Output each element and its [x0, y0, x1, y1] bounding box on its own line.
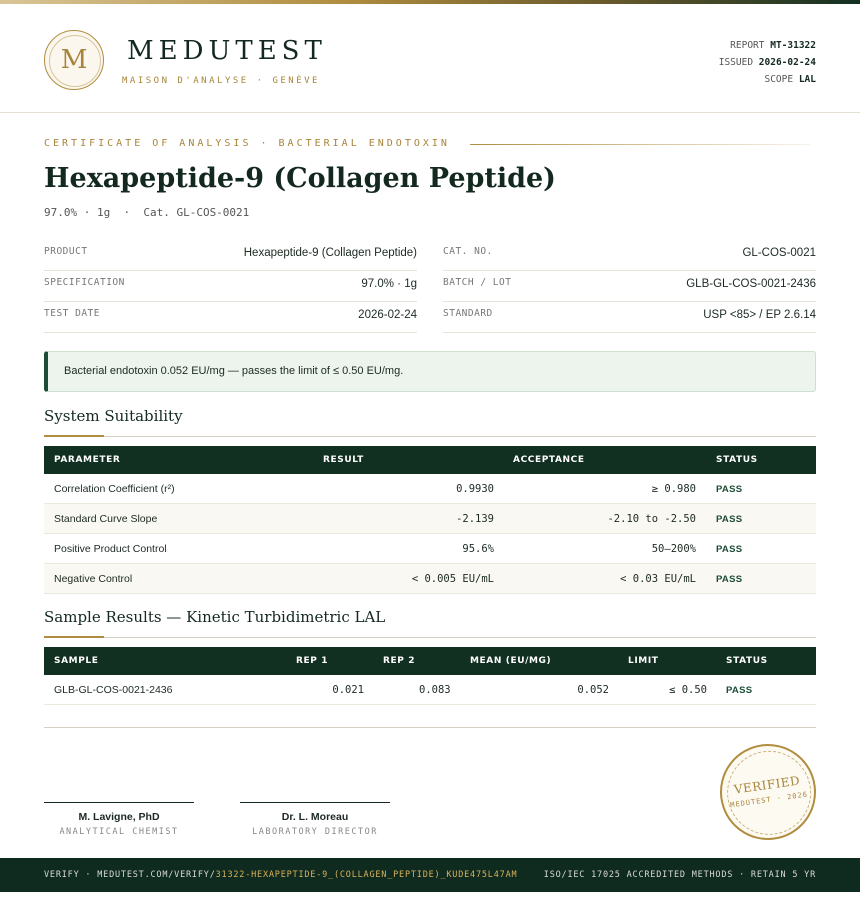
report-number: REPORT MT-31322	[730, 40, 816, 51]
column-header: PARAMETER	[54, 455, 121, 465]
acceptance-cell: ≥ 0.980	[651, 483, 696, 495]
column-header: RESULT	[323, 455, 364, 465]
status-badge: PASS	[726, 685, 753, 696]
logo-letter: M	[60, 45, 88, 75]
report-footer	[0, 858, 860, 892]
result-notice	[44, 351, 816, 392]
kicker-rule	[470, 144, 810, 145]
result-cell: < 0.005 EU/mL	[411, 573, 494, 585]
info-grid-right	[443, 240, 816, 333]
status-badge: PASS	[716, 514, 743, 525]
info-value: GL-COS-0021	[742, 247, 816, 259]
verify-code: 31322-HEXAPEPTIDE-9_(COLLAGEN_PEPTIDE)_KUDE475L47AM	[215, 870, 518, 880]
column-header: REP 2	[383, 656, 416, 666]
info-row-product	[44, 240, 417, 271]
heading-underline	[44, 435, 104, 437]
info-row-specification	[44, 271, 417, 302]
status-badge: PASS	[716, 574, 743, 585]
accreditation-note: ISO/IEC 17025 ACCREDITED METHODS · RETAIN 5 YR	[543, 870, 816, 880]
report-header	[0, 4, 860, 113]
info-label: PRODUCT	[44, 246, 88, 257]
info-value: 97.0% · 1g	[361, 278, 417, 290]
suitability-table	[44, 446, 816, 594]
parameter-cell: Negative Control	[54, 573, 133, 585]
product-title: Hexapeptide-9 (Collagen Peptide)	[44, 163, 556, 194]
column-header: MEAN (EU/MG)	[470, 656, 552, 666]
rep2-cell: 0.083	[419, 684, 451, 696]
info-label: CAT. NO.	[443, 246, 493, 257]
result-cell: 95.6%	[462, 543, 494, 555]
result-cell: 0.9930	[456, 483, 494, 495]
parameter-cell: Standard Curve Slope	[54, 513, 158, 525]
acceptance-cell: -2.10 to -2.50	[607, 513, 696, 525]
signature-block-director	[240, 802, 390, 837]
info-value: USP <85> / EP 2.6.14	[703, 309, 816, 321]
signatory-name: M. Lavigne, PhD	[78, 811, 160, 823]
signatory-name: Dr. L. Moreau	[281, 811, 349, 823]
info-row-batch	[443, 271, 816, 302]
mean-cell: 0.052	[577, 684, 609, 696]
signature-block-chemist	[44, 802, 194, 837]
info-value: 2026-02-24	[358, 309, 417, 321]
table-row	[44, 474, 816, 504]
info-row-cat-no	[443, 240, 816, 271]
verified-stamp	[714, 738, 822, 846]
verify-link[interactable]	[44, 870, 517, 880]
samples-heading	[44, 608, 816, 638]
samples-heading-text: Sample Results — Kinetic Turbidimetric LAL	[44, 608, 386, 626]
info-label: TEST DATE	[44, 308, 100, 319]
suitability-heading-text: System Suitability	[44, 407, 183, 425]
table-row	[44, 534, 816, 564]
table-row	[44, 504, 816, 534]
verify-prefix: VERIFY · MEDUTEST.COM/VERIFY/	[44, 870, 216, 880]
parameter-cell: Correlation Coefficient (r²)	[54, 483, 175, 495]
column-header: STATUS	[716, 455, 758, 465]
info-row-test-date	[44, 302, 417, 333]
scope: SCOPE LAL	[764, 74, 816, 85]
certificate-kicker	[44, 138, 816, 152]
status-badge: PASS	[716, 544, 743, 555]
stamp-text: VERIFIED	[733, 773, 802, 797]
info-row-standard	[443, 302, 816, 333]
column-header: STATUS	[726, 656, 768, 666]
brand-name: MEDUTEST	[127, 36, 327, 66]
acceptance-cell: 50–200%	[651, 543, 696, 555]
report-meta	[719, 37, 816, 88]
acceptance-cell: < 0.03 EU/mL	[620, 573, 696, 585]
certificate-kicker-text: CERTIFICATE OF ANALYSIS · BACTERIAL ENDOTOXIN	[44, 138, 450, 149]
info-label: BATCH / LOT	[443, 277, 512, 288]
heading-underline	[44, 636, 104, 638]
column-header: LIMIT	[628, 656, 659, 666]
brand-logo	[44, 30, 104, 90]
table-header	[44, 446, 816, 474]
info-value: Hexapeptide-9 (Collagen Peptide)	[243, 247, 417, 259]
result-cell: -2.139	[456, 513, 494, 525]
brand-tagline: MAISON D'ANALYSE · GENÈVE	[122, 76, 320, 86]
signatory-role: LABORATORY DIRECTOR	[252, 827, 378, 837]
signature-divider	[44, 727, 816, 728]
info-label: SPECIFICATION	[44, 277, 125, 288]
signatory-role: ANALYTICAL CHEMIST	[59, 827, 179, 837]
sample-cell: GLB-GL-COS-0021-2436	[54, 684, 173, 696]
product-subtitle: 97.0% · 1g · Cat. GL-COS-0021	[44, 206, 250, 219]
column-header: REP 1	[296, 656, 329, 666]
parameter-cell: Positive Product Control	[54, 543, 167, 555]
info-grid-left	[44, 240, 417, 333]
table-row	[44, 564, 816, 594]
column-header: ACCEPTANCE	[513, 455, 585, 465]
rep1-cell: 0.021	[332, 684, 364, 696]
status-badge: PASS	[716, 484, 743, 495]
info-value: GLB-GL-COS-0021-2436	[686, 278, 816, 290]
result-notice-text: Bacterial endotoxin 0.052 EU/mg — passes the limit of ≤ 0.50 EU/mg.	[64, 365, 404, 377]
table-row	[44, 675, 816, 705]
suitability-heading	[44, 407, 816, 437]
info-label: STANDARD	[443, 308, 493, 319]
stamp-subtext: MEDUTEST · 2026	[729, 790, 809, 810]
column-header: SAMPLE	[54, 656, 99, 666]
table-header	[44, 647, 816, 675]
samples-table	[44, 647, 816, 705]
issued-date: ISSUED 2026-02-24	[718, 57, 816, 68]
limit-cell: ≤ 0.50	[669, 684, 707, 696]
